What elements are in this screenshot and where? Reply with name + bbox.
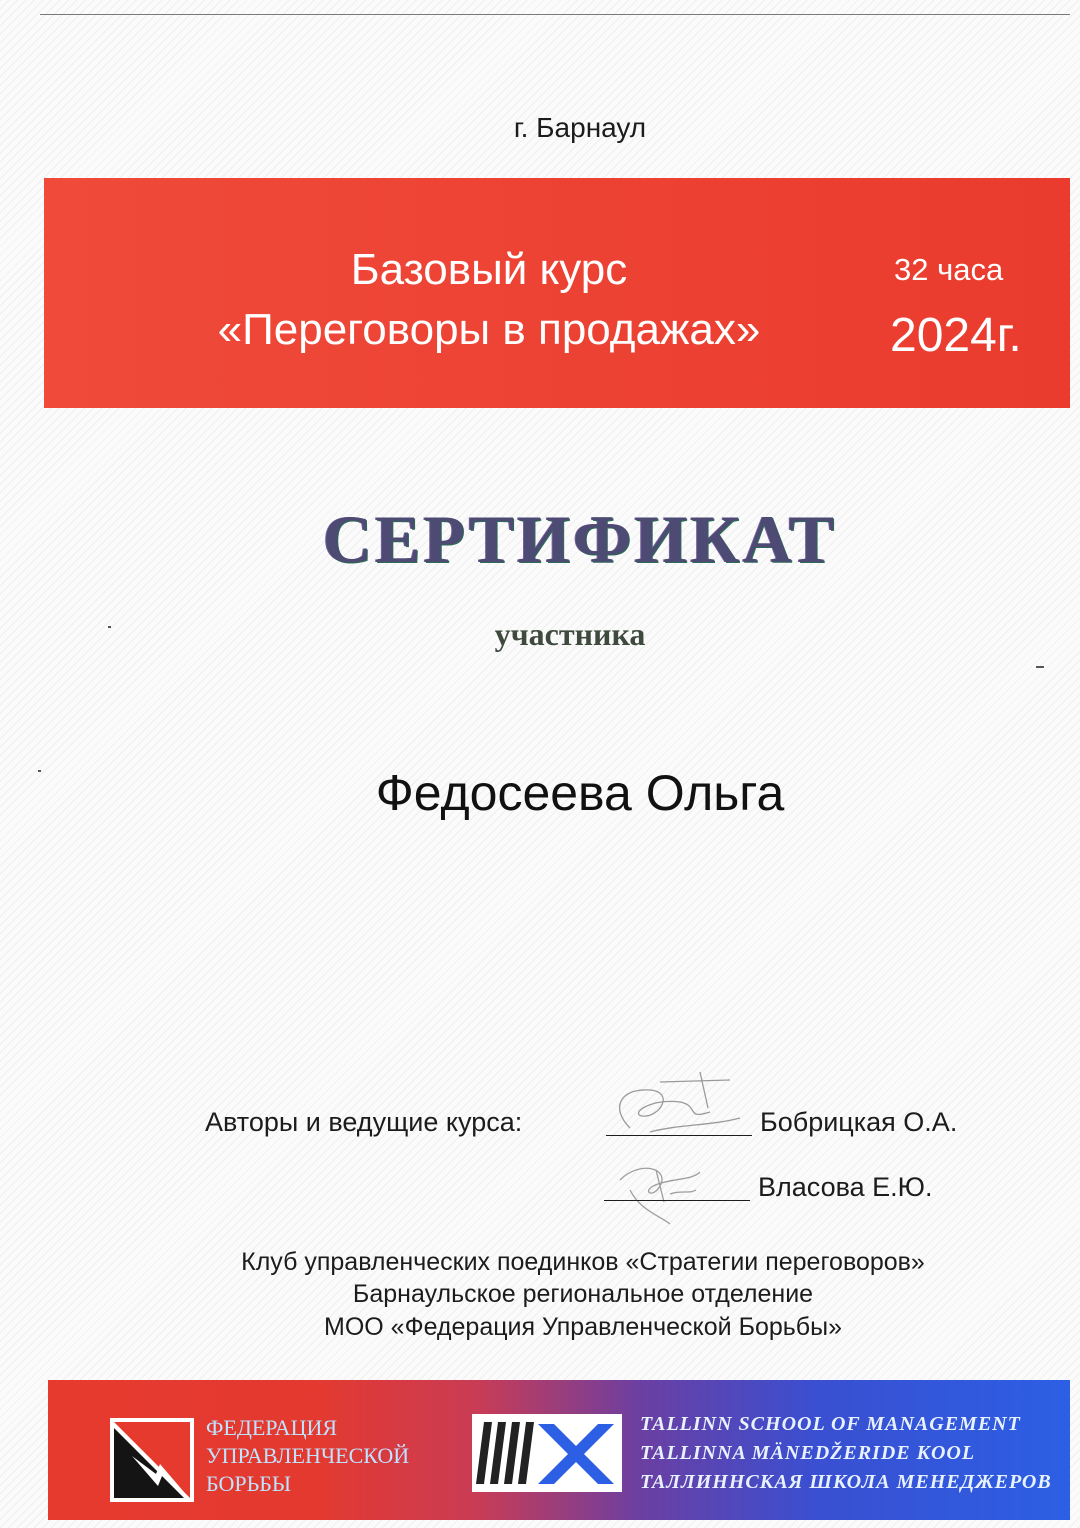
certificate-subtitle: участника (494, 616, 646, 652)
federation-name (206, 1414, 409, 1498)
signature-2 (600, 1150, 720, 1230)
federation-logo (110, 1418, 194, 1502)
course-title-line-1: Базовый курс (350, 245, 628, 294)
tallinn-school-name-et: TALLINNA MÄNEDŽERIDE KOOL (640, 1442, 976, 1464)
course-hours: 32 часа (894, 252, 1004, 287)
organization-line-1: Клуб управленческих поединков «Стратегии переговоров» (241, 1248, 925, 1276)
course-year: 2024г. (890, 309, 1022, 362)
course-title (84, 240, 894, 360)
tallinn-school-name (640, 1410, 1052, 1497)
course-banner (44, 178, 1070, 408)
signature-line-2 (604, 1200, 750, 1201)
federation-name-line-3: БОРЬБЫ (206, 1471, 292, 1496)
scan-speck (1036, 666, 1044, 668)
certificate-title: СЕРТИФИКАТ (322, 501, 838, 577)
course-title-line-2: «Переговоры в продажах» (217, 305, 761, 354)
federation-name-line-1: ФЕДЕРАЦИЯ (206, 1415, 338, 1440)
city-label: г. Барнаул (513, 112, 647, 143)
organization-line-2: Барнаульское региональное отделение (352, 1280, 814, 1308)
federation-name-line-2: УПРАВЛЕНЧЕСКОЙ (206, 1443, 410, 1468)
tallinn-school-name-en: TALLINN SCHOOL OF MANAGEMENT (640, 1413, 1021, 1435)
signature-1 (590, 1068, 750, 1148)
tallinn-school-name-ru: ТАЛЛИННСКАЯ ШКОЛА МЕНЕДЖЕРОВ (640, 1471, 1052, 1493)
authors-label: Авторы и ведущие курса: (205, 1107, 523, 1137)
author-name-1: Бобрицкая О.А. (760, 1107, 958, 1137)
organization-line-3: МОО «Федерация Управленческой Борьбы» (324, 1313, 842, 1341)
tallinn-school-logo (472, 1414, 622, 1492)
author-name-2: Власова Е.Ю. (758, 1172, 933, 1202)
signature-line-1 (606, 1135, 752, 1136)
footer-banner (48, 1380, 1070, 1520)
scan-edge-line (40, 14, 1070, 15)
recipient-name: Федосеева Ольга (375, 765, 785, 821)
